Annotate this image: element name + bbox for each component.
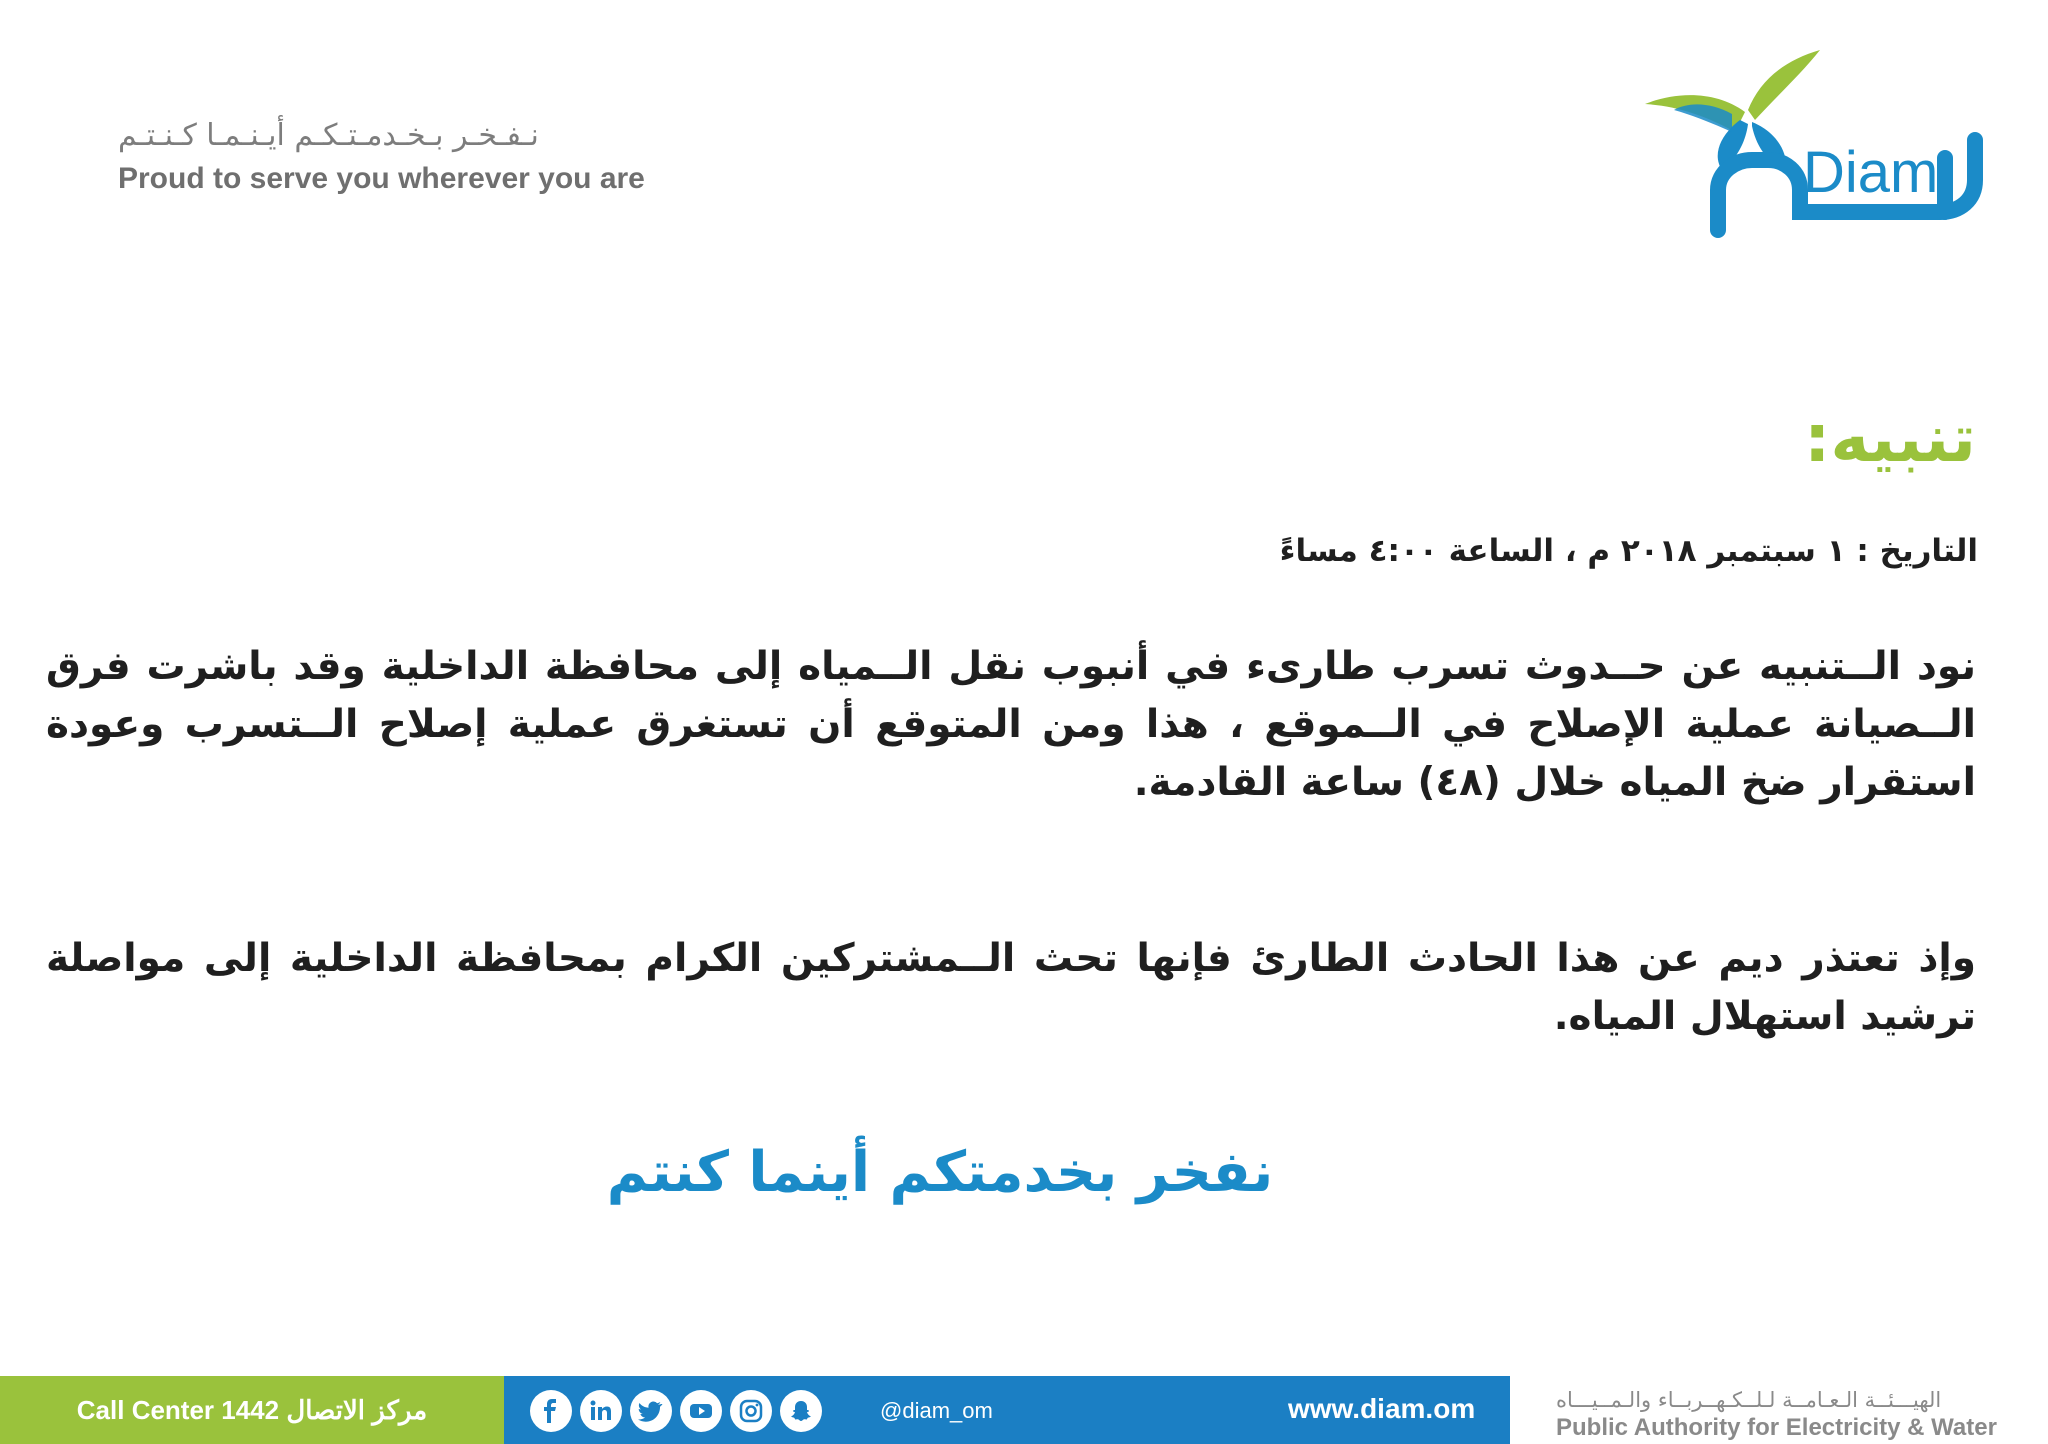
header-tagline-arabic: نـفـخـر بـخـدمـتـكـم أيـنـمـا كـنـتـم [118,118,539,153]
notice-date: التاريخ : ١ سبتمبر ٢٠١٨ م ، الساعة ٤:٠٠ مساءً [1279,533,1978,569]
authority-name-arabic: الهيـــئــة الـعـامــة لـلــكـهــربــاء والـمــيـــاه [1556,1388,1942,1412]
closing-slogan: نفخر بخدمتكم أينما كنتم [606,1140,1274,1205]
footer-call-center-bar [0,1376,504,1444]
butterfly-icon [1640,40,1990,240]
linkedin-icon[interactable] [580,1390,622,1432]
instagram-icon[interactable] [730,1390,772,1432]
call-center-text: Call Center 1442 مركز الاتصال [76,1394,428,1425]
social-icons-row [530,1390,822,1432]
notice-paragraph-1: نود الــتنبيه عن حــدوث تسرب طارىء في أنبوب نقل الــمياه إلى محافظة الداخلية وقد باشرت فرق الــصيانة عملية الإصلاح في الــموقع ، هذا ومن المتوقع أن تستغرق عملية إصلاح الــتسرب وعودة استقرار ضخ المياه خلال (٤٨) ساعة القادمة. [46,644,1976,805]
twitter-icon[interactable] [630,1390,672,1432]
authority-name-english: Public Authority for Electricity & Water [1556,1414,1997,1441]
website-link[interactable]: www.diam.om [1288,1393,1476,1424]
diam-logo [1640,40,1990,240]
notice-title: تنبيه: [1803,400,1976,477]
snapchat-icon[interactable] [780,1390,822,1432]
logo-text-english: Diam [1803,140,1939,205]
facebook-icon[interactable] [530,1390,572,1432]
youtube-icon[interactable] [680,1390,722,1432]
header-tagline-english: Proud to serve you wherever you are [118,162,645,195]
social-handle[interactable]: @diam_om [880,1398,993,1423]
notice-paragraph-2: وإذ تعتذر ديم عن هذا الحادث الطارئ فإنها تحث الــمشتركين الكرام بمحافظة الداخلية إلى مواصلة ترشيد استهلال المياه. [46,936,1976,1039]
